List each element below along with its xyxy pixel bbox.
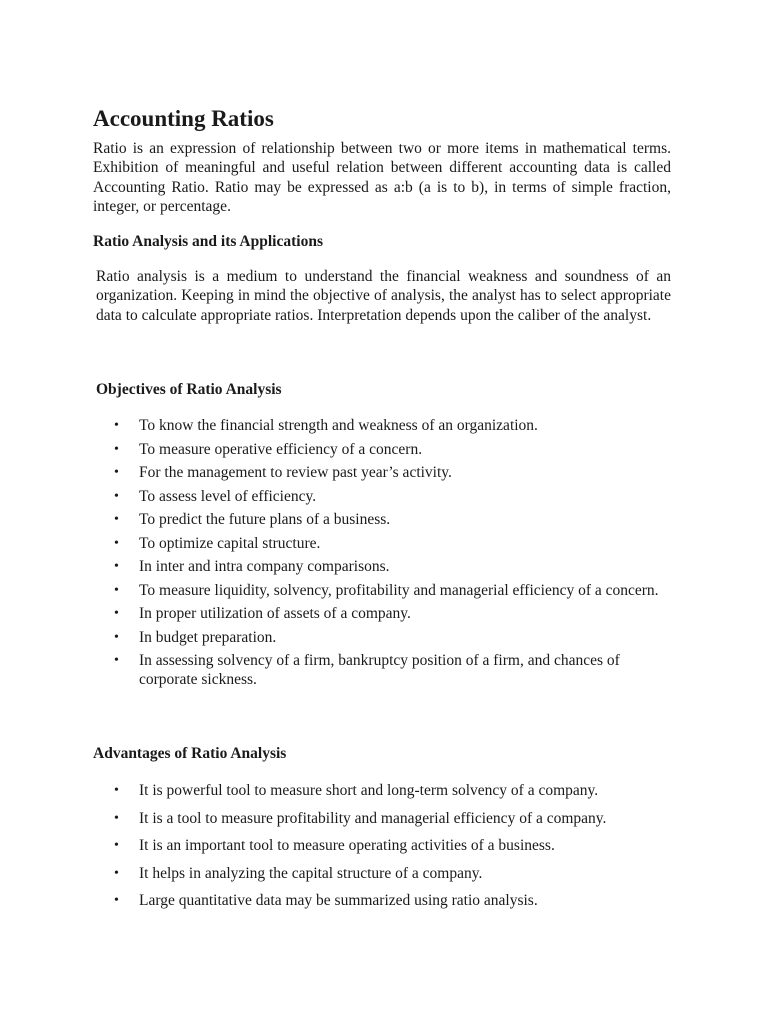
- advantages-list: [0, 781, 768, 919]
- intro-paragraph: Ratio is an expression of relationship between two or more items in mathematical terms. Exhibition of meaningful and useful relation between different accounting data is called Accounting Ratio. Ratio may be expressed as a:b (a is to b), in terms of simple fraction, integer, or percentage.: [93, 140, 671, 215]
- list-item-text: It is powerful tool to measure short and long-term solvency of a company.: [139, 782, 599, 799]
- bullet-icon: •: [114, 582, 119, 598]
- list-item: [0, 651, 669, 689]
- list-item-text: To assess level of efficiency.: [139, 487, 317, 505]
- list-item: [0, 440, 669, 459]
- list-item-text: Large quantitative data may be summarized using ratio analysis.: [139, 892, 538, 909]
- list-item: [0, 487, 669, 506]
- bullet-icon: •: [114, 653, 119, 668]
- bullet-icon: •: [114, 783, 119, 798]
- bullet-icon: •: [114, 893, 119, 908]
- list-item: [0, 628, 669, 647]
- bullet-icon: •: [114, 488, 119, 504]
- list-item-text: In inter and intra company comparisons.: [139, 558, 390, 575]
- list-item-text: In budget preparation.: [139, 628, 277, 646]
- list-item-text: To know the financial strength and weakness of an organization.: [139, 417, 538, 434]
- list-item: [0, 864, 669, 883]
- bullet-icon: •: [114, 465, 119, 480]
- list-item-text: To optimize capital structure.: [139, 534, 321, 552]
- bullet-icon: •: [114, 418, 119, 433]
- bullet-icon: •: [114, 535, 119, 551]
- section-heading-analysis: Ratio Analysis and its Applications: [93, 233, 323, 250]
- list-item-text: To measure operative efficiency of a concern.: [139, 440, 423, 458]
- list-item-text: It is a tool to measure profitability and managerial efficiency of a company.: [139, 809, 607, 827]
- list-item: [0, 581, 669, 600]
- bullet-icon: •: [114, 838, 119, 853]
- list-item: [0, 463, 669, 482]
- list-item-text: To measure liquidity, solvency, profitability and managerial efficiency of a concern.: [139, 581, 659, 599]
- objectives-list: [0, 416, 768, 694]
- list-item-text: For the management to review past year’s activity.: [139, 464, 452, 481]
- bullet-icon: •: [114, 441, 119, 457]
- list-item-text: In proper utilization of assets of a company.: [139, 605, 411, 622]
- list-item-text: To predict the future plans of a business.: [139, 511, 391, 528]
- list-item: [0, 781, 669, 800]
- bullet-icon: •: [114, 810, 119, 826]
- analysis-paragraph: Ratio analysis is a medium to understand the financial weakness and soundness of an organization. Keeping in mind the objective of analysis, the analyst has to select appropriate data to calculate appropriate ratios. Interpretation depends upon the caliber of the analyst.: [96, 268, 671, 324]
- bullet-icon: •: [114, 512, 119, 527]
- list-item-text: It is an important tool to measure operating activities of a business.: [139, 837, 555, 854]
- document-title: Accounting Ratios: [93, 106, 274, 131]
- list-item: [0, 604, 669, 623]
- list-item: [0, 557, 669, 576]
- bullet-icon: •: [114, 606, 119, 621]
- list-item: [0, 534, 669, 553]
- bullet-icon: •: [114, 559, 119, 574]
- list-item: [0, 836, 669, 855]
- list-item-text: It helps in analyzing the capital structure of a company.: [139, 864, 483, 882]
- bullet-icon: •: [114, 865, 119, 881]
- list-item: [0, 891, 669, 910]
- list-item-text: In assessing solvency of a firm, bankruptcy position of a firm, and chances of corporate sickness.: [139, 652, 620, 688]
- section-heading-advantages: Advantages of Ratio Analysis: [93, 745, 287, 762]
- bullet-icon: •: [114, 629, 119, 645]
- section-heading-objectives: Objectives of Ratio Analysis: [96, 381, 282, 398]
- list-item: [0, 510, 669, 529]
- list-item: [0, 809, 669, 828]
- list-item: [0, 416, 669, 435]
